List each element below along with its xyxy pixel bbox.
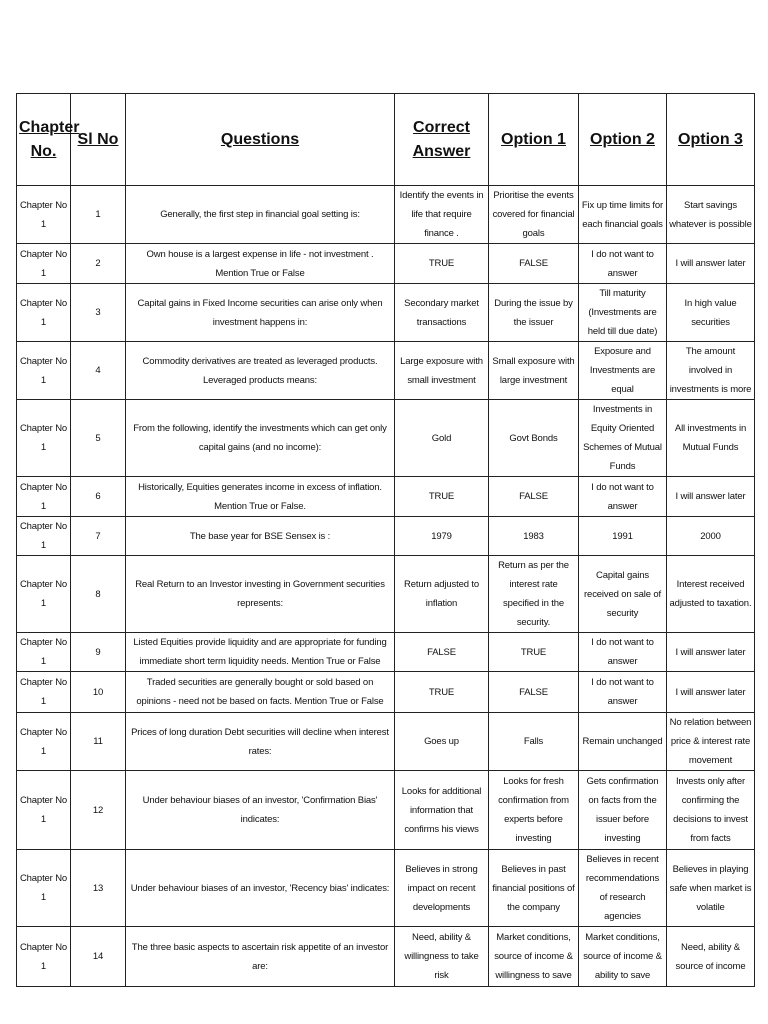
- table-row: [17, 244, 755, 284]
- question-cell: Commodity derivatives are treated as leveraged products. Leveraged products means:: [126, 342, 395, 400]
- chapter-cell: Chapter No 1: [17, 400, 71, 477]
- option-1-cell: Believes in past financial positions of the company: [489, 850, 579, 927]
- sl-no-cell: 3: [71, 284, 126, 342]
- option-2-cell: Fix up time limits for each financial goals: [579, 186, 667, 244]
- sl-no-cell: 4: [71, 342, 126, 400]
- header-questions: Questions: [126, 94, 395, 186]
- question-cell: Traded securities are generally bought or sold based on opinions - need not be based on facts. Mention True or False: [126, 672, 395, 713]
- option-1-cell: Small exposure with large investment: [489, 342, 579, 400]
- option-2-cell: I do not want to answer: [579, 244, 667, 284]
- question-cell: Own house is a largest expense in life - not investment . Mention True or False: [126, 244, 395, 284]
- correct-answer-cell: Looks for additional information that confirms his views: [395, 771, 489, 850]
- chapter-cell: Chapter No 1: [17, 850, 71, 927]
- question-cell: Prices of long duration Debt securities will decline when interest rates:: [126, 713, 395, 771]
- option-3-cell: The amount involved in investments is more: [667, 342, 755, 400]
- table-row: [17, 850, 755, 927]
- option-2-cell: Capital gains received on sale of security: [579, 556, 667, 633]
- table-row: [17, 713, 755, 771]
- option-3-cell: I will answer later: [667, 477, 755, 517]
- option-3-cell: Start savings whatever is possible: [667, 186, 755, 244]
- option-2-cell: Remain unchanged: [579, 713, 667, 771]
- option-2-cell: Exposure and Investments are equal: [579, 342, 667, 400]
- option-1-cell: Falls: [489, 713, 579, 771]
- question-cell: Listed Equities provide liquidity and are appropriate for funding immediate short term liquidity needs. Mention True or False: [126, 633, 395, 672]
- option-3-cell: No relation between price & interest rate movement: [667, 713, 755, 771]
- chapter-cell: Chapter No 1: [17, 633, 71, 672]
- correct-answer-cell: Identify the events in life that require finance .: [395, 186, 489, 244]
- header-sl-no: Sl No: [71, 94, 126, 186]
- sl-no-cell: 2: [71, 244, 126, 284]
- header-chapter: Chapter No.: [17, 94, 71, 186]
- correct-answer-cell: Gold: [395, 400, 489, 477]
- question-cell: Historically, Equities generates income in excess of inflation. Mention True or False.: [126, 477, 395, 517]
- question-cell: Under behaviour biases of an investor, 'Confirmation Bias' indicates:: [126, 771, 395, 850]
- sl-no-cell: 14: [71, 927, 126, 987]
- option-3-cell: I will answer later: [667, 672, 755, 713]
- sl-no-cell: 8: [71, 556, 126, 633]
- option-2-cell: Market conditions, source of income & ability to save: [579, 927, 667, 987]
- option-1-cell: Govt Bonds: [489, 400, 579, 477]
- question-cell: From the following, identify the investments which can get only capital gains (and no income):: [126, 400, 395, 477]
- table-row: [17, 400, 755, 477]
- header-row: [17, 94, 755, 186]
- option-1-cell: Looks for fresh confirmation from experts before investing: [489, 771, 579, 850]
- chapter-cell: Chapter No 1: [17, 672, 71, 713]
- chapter-cell: Chapter No 1: [17, 186, 71, 244]
- option-1-cell: TRUE: [489, 633, 579, 672]
- option-1-cell: FALSE: [489, 672, 579, 713]
- table-row: [17, 771, 755, 850]
- correct-answer-cell: Secondary market transactions: [395, 284, 489, 342]
- option-2-cell: I do not want to answer: [579, 477, 667, 517]
- correct-answer-cell: Large exposure with small investment: [395, 342, 489, 400]
- chapter-cell: Chapter No 1: [17, 477, 71, 517]
- sl-no-cell: 1: [71, 186, 126, 244]
- option-3-cell: Invests only after confirming the decisions to invest from facts: [667, 771, 755, 850]
- correct-answer-cell: Believes in strong impact on recent developments: [395, 850, 489, 927]
- chapter-cell: Chapter No 1: [17, 713, 71, 771]
- correct-answer-cell: 1979: [395, 517, 489, 556]
- question-sheet: [16, 93, 752, 987]
- option-2-cell: Gets confirmation on facts from the issuer before investing: [579, 771, 667, 850]
- question-cell: Generally, the first step in financial goal setting is:: [126, 186, 395, 244]
- correct-answer-cell: Need, ability & willingness to take risk: [395, 927, 489, 987]
- option-3-cell: Believes in playing safe when market is volatile: [667, 850, 755, 927]
- option-1-cell: Return as per the interest rate specified in the security.: [489, 556, 579, 633]
- correct-answer-cell: Return adjusted to inflation: [395, 556, 489, 633]
- correct-answer-cell: TRUE: [395, 477, 489, 517]
- header-correct-answer: Correct Answer: [395, 94, 489, 186]
- table-row: [17, 517, 755, 556]
- sl-no-cell: 9: [71, 633, 126, 672]
- chapter-cell: Chapter No 1: [17, 244, 71, 284]
- sl-no-cell: 11: [71, 713, 126, 771]
- option-3-cell: All investments in Mutual Funds: [667, 400, 755, 477]
- header-option-3: Option 3: [667, 94, 755, 186]
- table-row: [17, 927, 755, 987]
- chapter-cell: Chapter No 1: [17, 771, 71, 850]
- correct-answer-cell: TRUE: [395, 244, 489, 284]
- header-option-1: Option 1: [489, 94, 579, 186]
- chapter-cell: Chapter No 1: [17, 556, 71, 633]
- option-1-cell: FALSE: [489, 244, 579, 284]
- sl-no-cell: 5: [71, 400, 126, 477]
- option-3-cell: Need, ability & source of income: [667, 927, 755, 987]
- table-row: [17, 672, 755, 713]
- question-cell: Capital gains in Fixed Income securities can arise only when investment happens in:: [126, 284, 395, 342]
- question-cell: Under behaviour biases of an investor, 'Recency bias' indicates:: [126, 850, 395, 927]
- table-row: [17, 477, 755, 517]
- option-2-cell: Investments in Equity Oriented Schemes of Mutual Funds: [579, 400, 667, 477]
- correct-answer-cell: FALSE: [395, 633, 489, 672]
- option-2-cell: Till maturity (Investments are held till due date): [579, 284, 667, 342]
- option-3-cell: 2000: [667, 517, 755, 556]
- question-cell: Real Return to an Investor investing in Government securities represents:: [126, 556, 395, 633]
- option-3-cell: Interest received adjusted to taxation.: [667, 556, 755, 633]
- option-2-cell: 1991: [579, 517, 667, 556]
- option-3-cell: I will answer later: [667, 244, 755, 284]
- correct-answer-cell: Goes up: [395, 713, 489, 771]
- option-3-cell: I will answer later: [667, 633, 755, 672]
- sl-no-cell: 12: [71, 771, 126, 850]
- option-2-cell: I do not want to answer: [579, 633, 667, 672]
- sl-no-cell: 6: [71, 477, 126, 517]
- chapter-cell: Chapter No 1: [17, 342, 71, 400]
- question-cell: The three basic aspects to ascertain risk appetite of an investor are:: [126, 927, 395, 987]
- option-3-cell: In high value securities: [667, 284, 755, 342]
- chapter-cell: Chapter No 1: [17, 927, 71, 987]
- question-cell: The base year for BSE Sensex is :: [126, 517, 395, 556]
- table-row: [17, 284, 755, 342]
- option-2-cell: Believes in recent recommendations of research agencies: [579, 850, 667, 927]
- sl-no-cell: 13: [71, 850, 126, 927]
- sl-no-cell: 7: [71, 517, 126, 556]
- option-1-cell: Market conditions, source of income & willingness to save: [489, 927, 579, 987]
- option-1-cell: FALSE: [489, 477, 579, 517]
- chapter-cell: Chapter No 1: [17, 517, 71, 556]
- correct-answer-cell: TRUE: [395, 672, 489, 713]
- option-1-cell: Prioritise the events covered for financial goals: [489, 186, 579, 244]
- question-table: [16, 93, 755, 987]
- option-1-cell: 1983: [489, 517, 579, 556]
- table-row: [17, 186, 755, 244]
- sl-no-cell: 10: [71, 672, 126, 713]
- header-option-2: Option 2: [579, 94, 667, 186]
- table-row: [17, 556, 755, 633]
- table-row: [17, 633, 755, 672]
- option-2-cell: I do not want to answer: [579, 672, 667, 713]
- option-1-cell: During the issue by the issuer: [489, 284, 579, 342]
- table-row: [17, 342, 755, 400]
- chapter-cell: Chapter No 1: [17, 284, 71, 342]
